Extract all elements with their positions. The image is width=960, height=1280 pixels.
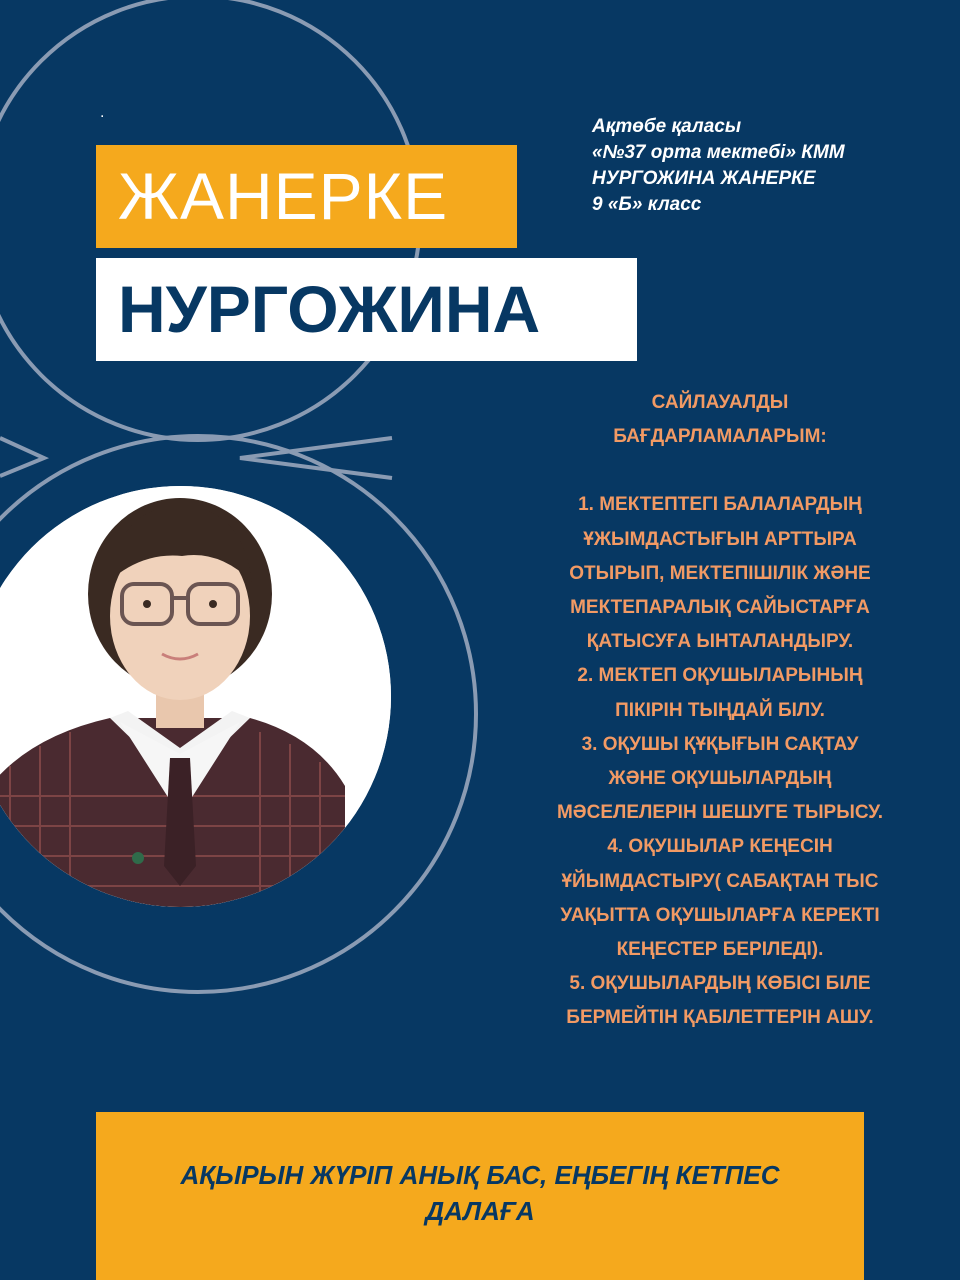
program-line: БЕРМЕЙТІН ҚАБІЛЕТТЕРІН АШУ.: [566, 1007, 874, 1029]
school-name: «№37 орта мектебі» КММ: [592, 142, 845, 163]
motto-line-1: АҚЫРЫН ЖҮРІП АНЫҚ БАС, ЕҢБЕГІҢ КЕТПЕС: [180, 1160, 780, 1190]
small-dot: .: [100, 104, 105, 121]
program-line: ҚАТЫСУҒА ЫНТАЛАНДЫРУ.: [586, 631, 854, 653]
program-heading-line-2: БАҒДАРЛАМАЛАРЫМ:: [613, 426, 827, 448]
ring-left-notch: [0, 438, 44, 476]
first-name: ЖАНЕРКЕ: [118, 159, 449, 233]
program-line: КЕҢЕСТЕР БЕРІЛЕДІ).: [616, 939, 824, 961]
program-line: МӘСЕЛЕЛЕРІН ШЕШУГЕ ТЫРЫСУ.: [556, 802, 884, 824]
program-line: 1. МЕКТЕПТЕГІ БАЛАЛАРДЫҢ: [578, 494, 862, 516]
program-spacer: [520, 454, 920, 488]
program-line: МЕКТЕПАРАЛЫҚ САЙЫСТАРҒА: [570, 597, 870, 619]
program-line: ОТЫРЫП, МЕКТЕПІШІЛІК ЖӘНЕ: [569, 562, 871, 584]
program-line: 2. МЕКТЕП ОҚУШЫЛАРЫНЫҢ: [577, 665, 863, 687]
program-line: ПІКІРІН ТЫҢДАЙ БІЛУ.: [615, 699, 825, 721]
program-line: 4. ОҚУШЫЛАР КЕҢЕСІН: [607, 836, 833, 858]
student-class: 9 «Б» класс: [592, 194, 702, 215]
student-full-name: НУРГОЖИНА ЖАНЕРКЕ: [592, 168, 816, 189]
election-program: [520, 386, 920, 1036]
last-name: НУРГОЖИНА: [118, 272, 541, 346]
school-info: [592, 114, 845, 218]
motto-banner: [96, 1112, 864, 1280]
program-line: 5. ОҚУШЫЛАРДЫҢ КӨБІСІ БІЛЕ: [569, 973, 871, 995]
motto-text: [96, 1157, 864, 1229]
first-name-banner: [96, 145, 517, 248]
last-name-banner: [96, 258, 637, 361]
program-line: ЖӘНЕ ОҚУШЫЛАРДЫҢ: [608, 768, 832, 790]
program-line: УАҚЫТТА ОҚУШЫЛАРҒА КЕРЕКТІ: [560, 904, 880, 926]
program-line: ҰЖЫМДАСТЫҒЫН АРТТЫРА: [583, 528, 857, 550]
program-line: ҰЙЫМДАСТЫРУ( САБАҚТАН ТЫС: [561, 870, 879, 892]
school-city: Ақтөбе қаласы: [592, 116, 742, 137]
motto-line-2: ДАЛАҒА: [425, 1196, 535, 1226]
program-line: 3. ОҚУШЫ ҚҰҚЫҒЫН САҚТАУ: [581, 733, 859, 755]
program-heading-line-1: САЙЛАУАЛДЫ: [651, 392, 789, 413]
